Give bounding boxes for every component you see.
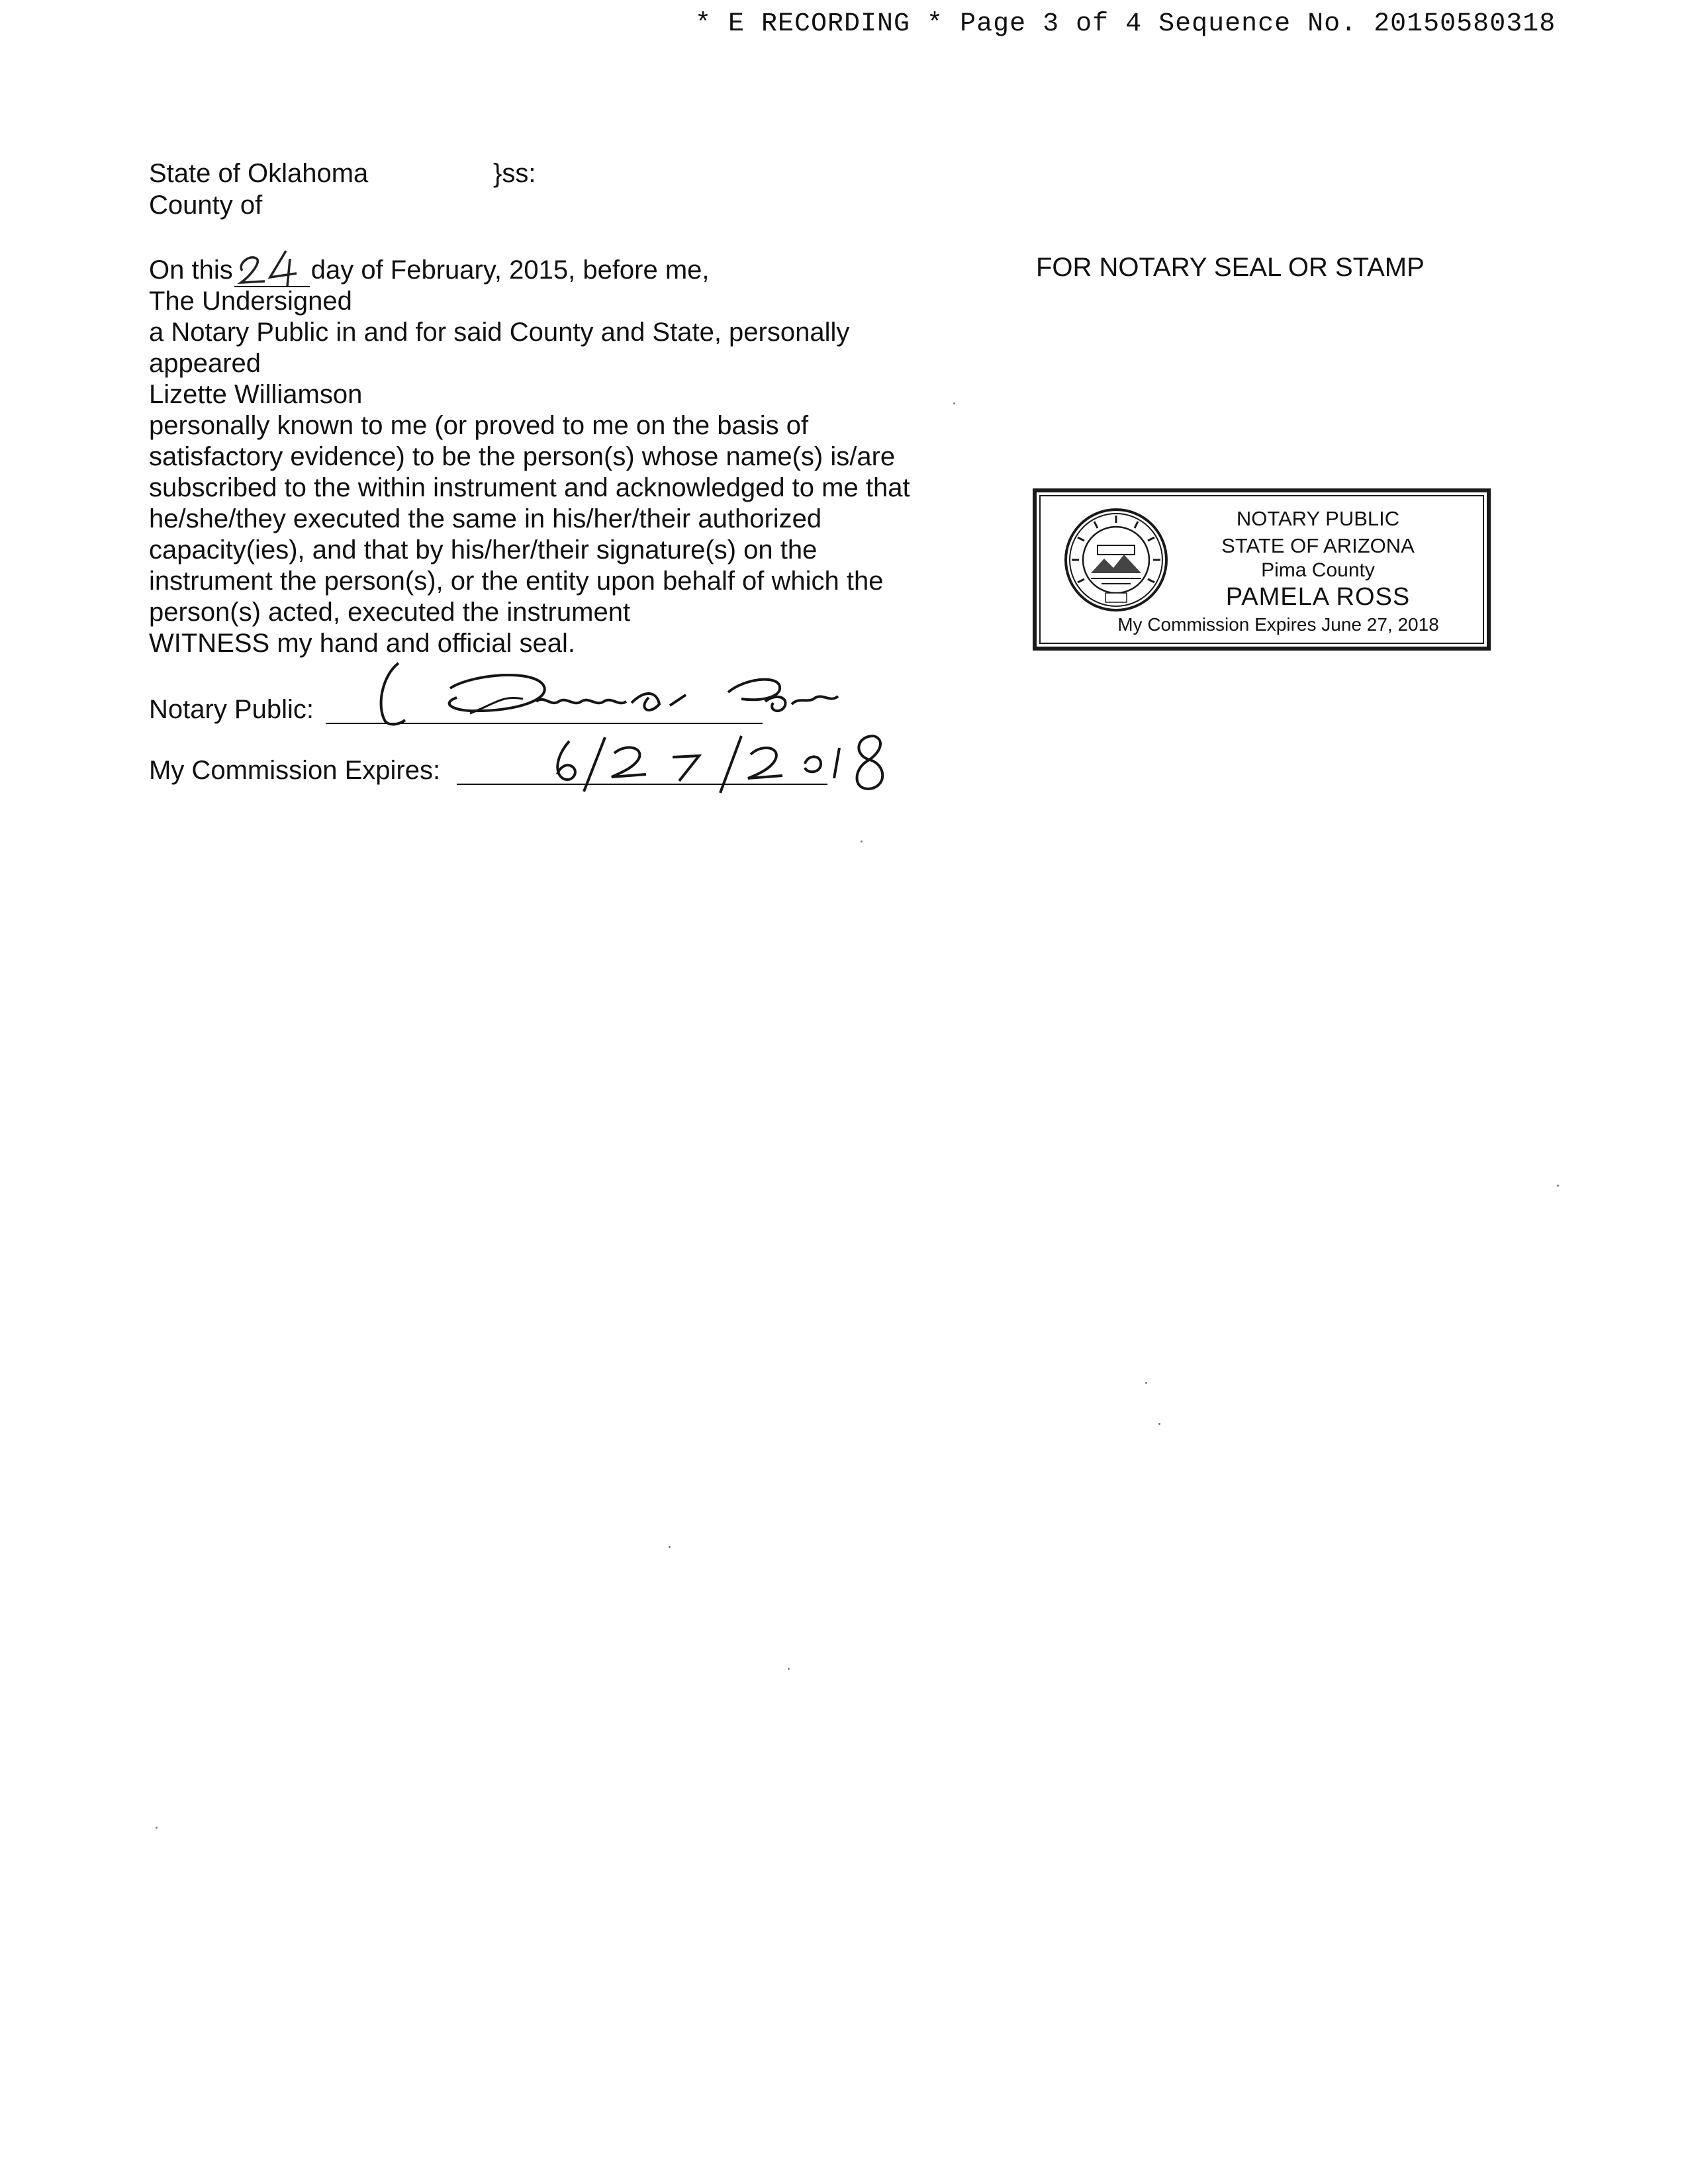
recording-header: * E RECORDING * Page 3 of 4 Sequence No. 20150580318 [695, 9, 1556, 39]
ack-line-undersigned: The Undersigned [149, 287, 352, 316]
ack-line-witness: WITNESS my hand and official seal. [149, 629, 575, 658]
stamp-state: STATE OF ARIZONA [1221, 534, 1415, 557]
ack-line-capacity: capacity(ies), and that by his/her/their signature(s) on the [149, 535, 818, 565]
arizona-state-seal-icon [1063, 507, 1169, 613]
ack-line-personally-known: personally known to me (or proved to me on the basis of [149, 411, 809, 440]
scan-speck [1557, 1185, 1559, 1187]
scan-speck [861, 841, 863, 842]
scan-speck [1145, 1382, 1147, 1384]
ack-line-acted: person(s) acted, executed the instrument [149, 598, 631, 627]
stamp-title: NOTARY PUBLIC [1236, 507, 1400, 530]
handwritten-day [233, 256, 311, 285]
ack-line-appeared: appeared [149, 349, 261, 378]
venue-ss: }ss: [493, 159, 536, 188]
stamp-county: Pima County [1261, 559, 1375, 581]
ack-line-satisfactory: satisfactory evidence) to be the person(s) whose name(s) is/are [149, 442, 896, 471]
stamp-notary-name: PAMELA ROSS [1225, 583, 1411, 611]
on-this-suffix: day of February, 2015, before me, [310, 255, 710, 285]
scan-speck [1158, 1423, 1160, 1425]
notary-public-label: Notary Public: [149, 695, 314, 724]
handwritten-expiration-date [543, 728, 953, 801]
scan-speck [669, 1546, 671, 1548]
scan-speck [156, 1827, 158, 1829]
ack-line-instrument: instrument the person(s), or the entity upon behalf of which the [149, 567, 884, 596]
notary-stamp [1033, 488, 1491, 651]
ack-line-signer-name: Lizette Williamson [149, 380, 363, 409]
ack-line-subscribed: subscribed to the within instrument and acknowledged to me that [149, 473, 910, 502]
scan-speck [788, 1668, 790, 1670]
on-this-line [149, 255, 710, 286]
commission-expires-label: My Commission Expires: [149, 756, 441, 785]
venue-state: State of Oklahoma [149, 159, 369, 188]
stamp-commission-expires: My Commission Expires June 27, 2018 [1117, 614, 1439, 635]
venue-county: County of [149, 191, 263, 220]
scan-speck [953, 402, 955, 404]
seal-area-heading: FOR NOTARY SEAL OR STAMP [1036, 253, 1425, 282]
on-this-prefix: On this [149, 255, 233, 285]
ack-line-executed: he/she/they executed the same in his/her/their authorized [149, 504, 822, 533]
ack-line-notary-public: a Notary Public in and for said County and State, personally [149, 318, 850, 347]
